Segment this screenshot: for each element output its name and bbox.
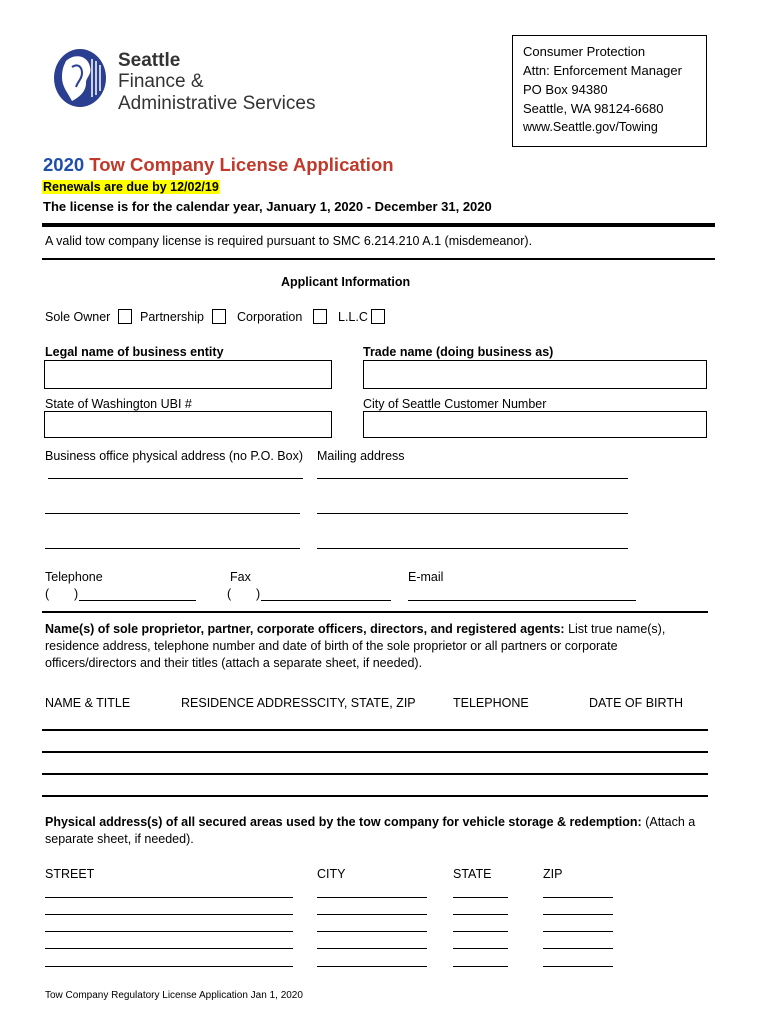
customer-number-field[interactable]	[363, 411, 707, 438]
col-date-of-birth: DATE OF BIRTH	[589, 696, 683, 710]
telephone-paren-close: )	[74, 587, 79, 601]
type-label-partnership: Partnership	[140, 310, 204, 324]
type-label-sole-owner: Sole Owner	[45, 310, 111, 324]
mailing-address-label: Mailing address	[317, 449, 405, 463]
officers-instructions-text: List true name(s), residence address, telephone number and date of birth of the sole proprietor or all partners or corporate officers/directors and their titles (attach a separate sheet, if needed).	[45, 622, 666, 670]
fax-label: Fax	[230, 570, 251, 584]
divider	[42, 223, 715, 227]
state-line[interactable]	[453, 966, 508, 967]
city-line[interactable]	[317, 914, 427, 915]
city-line[interactable]	[317, 931, 427, 932]
title-year: 2020	[43, 154, 85, 175]
logo-line-seattle: Seattle	[118, 50, 181, 71]
fax-paren-open: (	[227, 587, 232, 601]
address-line: Consumer Protection	[523, 44, 646, 59]
license-requirement-notice: A valid tow company license is required pursuant to SMC 6.214.210 A.1 (misdemeanor).	[45, 234, 533, 248]
fax-field[interactable]	[261, 600, 391, 601]
physical-address-line-2[interactable]	[45, 513, 300, 514]
address-url: www.Seattle.gov/Towing	[523, 120, 658, 134]
address-line: Seattle, WA 98124-6680	[523, 101, 664, 116]
llc-checkbox[interactable]	[371, 309, 385, 324]
state-line[interactable]	[453, 897, 508, 898]
telephone-field[interactable]	[79, 600, 196, 601]
mailing-address-box	[512, 35, 707, 147]
seattle-seal-icon	[52, 47, 108, 109]
renewal-notice: Renewals are due by 12/02/19	[43, 180, 219, 194]
partnership-checkbox[interactable]	[212, 309, 226, 324]
legal-name-label: Legal name of business entity	[45, 345, 224, 359]
state-line[interactable]	[453, 914, 508, 915]
telephone-label: Telephone	[45, 570, 103, 584]
ubi-field[interactable]	[44, 411, 332, 438]
customer-number-label: City of Seattle Customer Number	[363, 397, 547, 411]
mailing-address-line-2[interactable]	[317, 513, 628, 514]
legal-name-field[interactable]	[44, 360, 332, 389]
calendar-year-notice: The license is for the calendar year, January 1, 2020 - December 31, 2020	[43, 199, 492, 214]
physical-address-label: Business office physical address (no P.O. Box)	[45, 449, 304, 463]
email-label: E-mail	[408, 570, 444, 584]
zip-line[interactable]	[543, 897, 613, 898]
sole-owner-checkbox[interactable]	[118, 309, 132, 324]
type-label-llc: L.L.C	[338, 310, 368, 324]
col-city: CITY	[317, 867, 346, 881]
mailing-address-line-1[interactable]	[317, 478, 628, 479]
zip-line[interactable]	[543, 914, 613, 915]
trade-name-label: Trade name (doing business as)	[363, 345, 554, 359]
officers-instructions-bold: Name(s) of sole proprietor, partner, corporate officers, directors, and registered agents:	[45, 622, 565, 636]
street-line[interactable]	[45, 897, 293, 898]
city-line[interactable]	[317, 948, 427, 949]
state-line[interactable]	[453, 948, 508, 949]
col-zip: ZIP	[543, 867, 563, 881]
officer-row-line-3[interactable]	[42, 773, 708, 775]
title-text: Tow Company License Application	[84, 154, 394, 175]
fax-paren-close: )	[256, 587, 261, 601]
mailing-address-line-3[interactable]	[317, 548, 628, 549]
storage-instructions-bold: Physical address(s) of all secured areas used by the tow company for vehicle storage & redemption:	[45, 815, 642, 829]
corporation-checkbox[interactable]	[313, 309, 327, 324]
officer-row-line-2[interactable]	[42, 751, 708, 753]
storage-instructions	[45, 814, 710, 848]
street-line[interactable]	[45, 948, 293, 949]
col-telephone: TELEPHONE	[453, 696, 529, 710]
officers-instructions	[45, 621, 710, 672]
zip-line[interactable]	[543, 948, 613, 949]
col-state: STATE	[453, 867, 492, 881]
applicant-info-heading: Applicant Information	[281, 275, 411, 289]
divider	[42, 258, 715, 260]
col-name-title: NAME & TITLE	[45, 696, 131, 710]
state-line[interactable]	[453, 931, 508, 932]
street-line[interactable]	[45, 914, 293, 915]
email-field[interactable]	[408, 600, 636, 601]
officer-row-line-4[interactable]	[42, 795, 708, 797]
city-line[interactable]	[317, 966, 427, 967]
logo-line-admin: Administrative Services	[118, 93, 316, 114]
storage-instructions-text: (Attach a separate sheet, if needed).	[45, 815, 696, 846]
officer-row-line-1[interactable]	[42, 729, 708, 731]
city-line[interactable]	[317, 897, 427, 898]
col-residence-address: RESIDENCE ADDRESS	[181, 696, 318, 710]
street-line[interactable]	[45, 966, 293, 967]
physical-address-line-3[interactable]	[45, 548, 300, 549]
ubi-label: State of Washington UBI #	[45, 397, 192, 411]
address-line: PO Box 94380	[523, 82, 608, 97]
physical-address-line-1[interactable]	[48, 478, 303, 479]
street-line[interactable]	[45, 931, 293, 932]
telephone-paren-open: (	[45, 587, 50, 601]
page-footer: Tow Company Regulatory License Application Jan 1, 2020	[45, 990, 303, 1001]
zip-line[interactable]	[543, 931, 613, 932]
page-title	[43, 154, 394, 176]
type-label-corporation: Corporation	[237, 310, 303, 324]
trade-name-field[interactable]	[363, 360, 707, 389]
logo-line-finance: Finance &	[118, 71, 204, 92]
col-city-state-zip: CITY, STATE, ZIP	[317, 696, 416, 710]
zip-line[interactable]	[543, 966, 613, 967]
divider	[42, 611, 708, 613]
address-line: Attn: Enforcement Manager	[523, 63, 682, 78]
col-street: STREET	[45, 867, 95, 881]
